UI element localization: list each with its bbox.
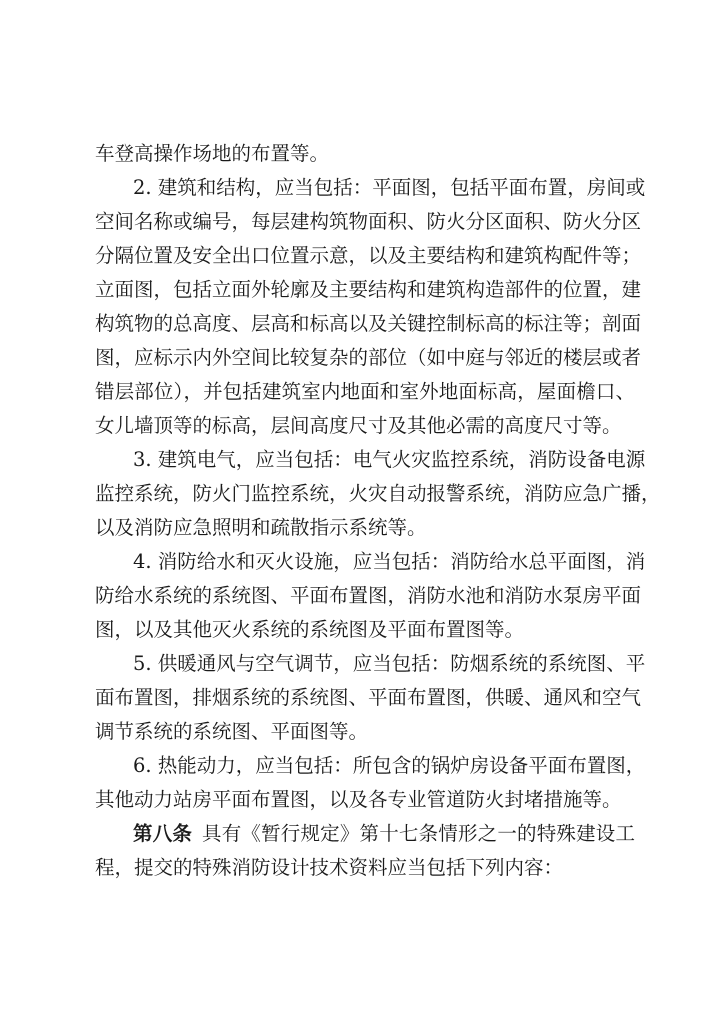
text-line: 面布置图，排烟系统的系统图、平面布置图，供暖、通风和空气	[95, 686, 642, 709]
text-line: 分隔位置及安全出口位置示意，以及主要结构和建筑构配件等；	[95, 244, 642, 267]
text-line: 调节系统的系统图、平面图等。	[95, 720, 369, 743]
text-line: 车登高操作场地的布置等。	[95, 142, 330, 165]
text-line: 程，提交的特殊消防设计技术资料应当包括下列内容：	[95, 856, 564, 879]
text-line: 图，应标示内外空间比较复杂的部位（如中庭与邻近的楼层或者	[95, 346, 642, 369]
text-line: 构筑物的总高度、层高和标高以及关键控制标高的标注等；剖面	[95, 312, 642, 335]
text-line: 具有《暂行规定》第十七条情形之一的特殊建设工	[201, 822, 635, 845]
text-line: 图，以及其他灭火系统的系统图及平面布置图等。	[95, 618, 525, 641]
text-line: 女儿墙顶等的标高，层间高度尺寸及其他必需的高度尺寸等。	[95, 414, 622, 437]
text-line: 3. 建筑电气，应当包括：电气火灾监控系统，消防设备电源	[133, 448, 646, 471]
text-line: 防给水系统的系统图、平面布置图，消防水池和消防水泵房平面	[95, 584, 642, 607]
text-line: 立面图，包括立面外轮廓及主要结构和建筑构造部件的位置，建	[95, 278, 642, 301]
article-line	[133, 820, 635, 848]
text-line: 6. 热能动力，应当包括：所包含的锅炉房设备平面布置图，	[133, 754, 646, 777]
text-line: 2. 建筑和结构，应当包括：平面图，包括平面布置，房间或	[133, 176, 646, 199]
text-line: 空间名称或编号，每层建构筑物面积、防火分区面积、防火分区	[95, 210, 642, 233]
text-line: 错层部位），并包括建筑室内地面和室外地面标高，屋面檐口、	[95, 380, 635, 403]
text-line: 5. 供暖通风与空气调节，应当包括：防烟系统的系统图、平	[133, 652, 646, 675]
text-line: 以及消防应急照明和疏散指示系统等。	[95, 516, 427, 539]
text-line: 其他动力站房平面布置图，以及各专业管道防火封堵措施等。	[95, 788, 622, 811]
article-heading: 第八条	[133, 822, 193, 845]
text-line: 监控系统，防火门监控系统，火灾自动报警系统，消防应急广播，	[95, 482, 661, 505]
text-line: 4. 消防给水和灭火设施，应当包括：消防给水总平面图，消	[133, 550, 646, 573]
